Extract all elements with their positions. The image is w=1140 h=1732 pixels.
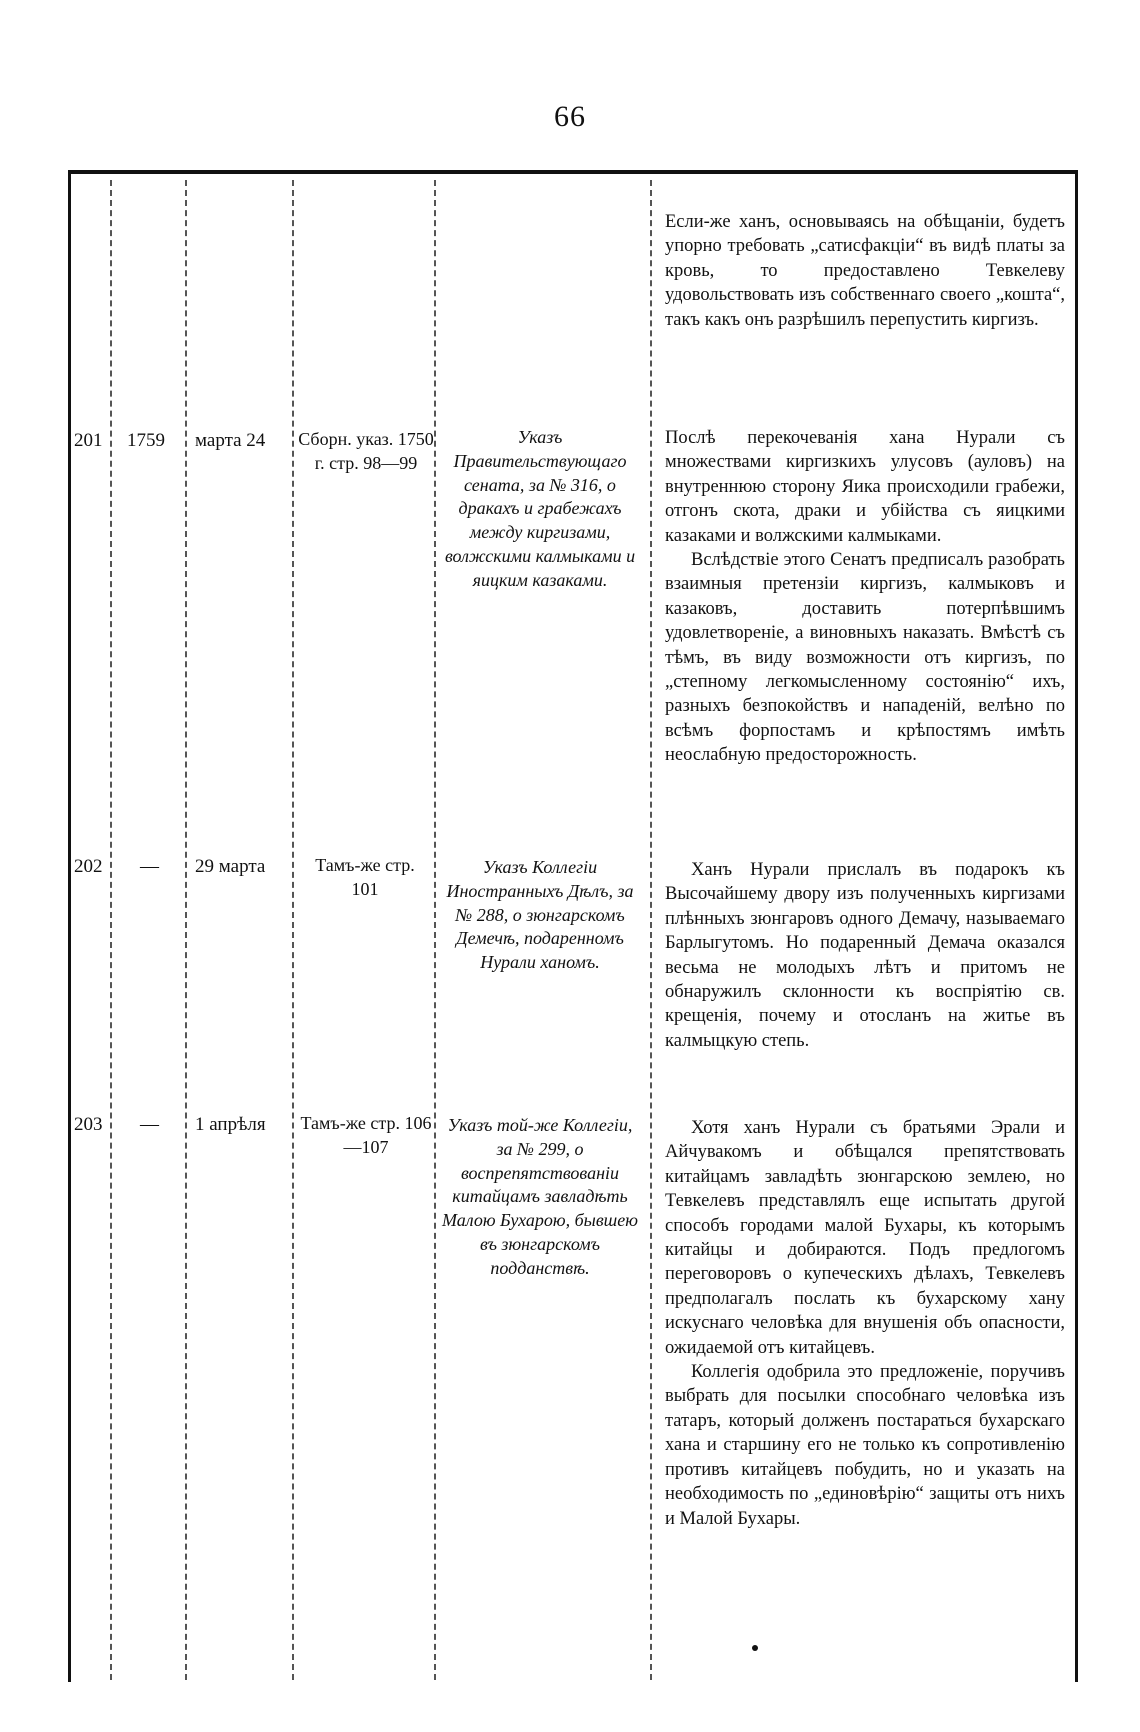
entry-number: 202	[74, 856, 103, 877]
table-right-rule	[1075, 172, 1078, 1682]
entry-number: 201	[74, 430, 103, 451]
entry-source: Тамъ-же стр. 101	[315, 855, 415, 899]
entry-title: Указъ Правительствующаго сената, за № 316, о дракахъ и грабежахъ между киргизами, волжскими калмыками и яицким казаками.	[444, 427, 636, 590]
entry-content: Хотя ханъ Нурали съ братьями Эрали и Айчувакомъ и обѣщался препятствовать китайцамъ завладѣть зюнгарскою землею, но Тевкелевъ представлялъ еще испытать другой способъ городами малой Бухары, къ которымъ китайцы и добираются. Подъ предлогомъ переговоровъ о купеческихъ дѣлахъ, Тевкелевъ предполагалъ послать къ бухарскому хану искуснаго человѣка для внушенія объ опасности, ожидаемой отъ китайцевъ. Коллегія одобрила это предложеніе, поручивъ выбрать для посылки способнаго человѣка изъ татаръ, который долженъ постараться бухарскаго хана и старшину его не только къ сопротивленію противъ китайцевъ побудить, но и указать на необходимость по „единовѣрію“ защиты отъ нихъ и Малой Бухары.	[665, 1118, 1065, 1529]
entry-source: Сборн. указ. 1750 г. стр. 98—99	[298, 429, 434, 473]
ink-dot	[752, 1645, 758, 1651]
entry-content: Ханъ Нурали прислалъ въ подарокъ къ Высочайшему двору изъ полученныхъ киргизами плѣнныхъ зюнгаровъ одного Демачу, называемаго Барлыгутомъ. Но подаренный Демача оказался весьма не молодыхъ лѣтъ и притомъ не обнаружилъ склонности къ воспріятію св. крещенія, почему и отосланъ на житье въ калмыцкую степь.	[665, 860, 1065, 1051]
entry-year: —	[140, 1114, 159, 1135]
column-divider	[292, 180, 294, 1680]
column-divider	[650, 180, 652, 1680]
entry-source: Тамъ-же стр. 106—107	[300, 1113, 432, 1157]
entry-year: —	[140, 856, 159, 877]
entry-year: 1759	[127, 430, 165, 451]
carryover-text: Если-же ханъ, основываясь на обѣщаніи, будетъ упорно требовать „сатисфакціи“ въ видѣ платы за кровь, то предоставлено Тевкелеву удовольствовать изъ собственнаго своего „кошта“, такъ какъ онъ разрѣшилъ перепустить киргизъ.	[665, 212, 1065, 330]
column-divider	[110, 180, 112, 1680]
table-top-rule	[68, 170, 1078, 174]
entry-title: Указъ Коллегіи Иностранныхъ Дѣлъ, за № 288, о зюнгарскомъ Демечѣ, подаренномъ Нурали ханомъ.	[446, 857, 634, 972]
table-left-rule	[68, 172, 71, 1682]
column-divider	[185, 180, 187, 1680]
entry-date: 1 апрѣля	[195, 1114, 266, 1135]
entry-date: 29 марта	[195, 856, 266, 877]
entry-number: 203	[74, 1114, 103, 1135]
entry-content: Послѣ перекочеванія хана Нурали съ множествами киргизкихъ улусовъ (ауловъ) на внутреннюю сторону Яика происходили грабежи, отгонъ скота, драки и убійства съ яицкими казаками и волжскими калмыками. Вслѣдствіе этого Сенатъ предписалъ разобрать взаимныя претензіи киргизъ, калмыковъ и казаковъ, доставить потерпѣвшимъ удовлетвореніе, а виновныхъ наказать. Вмѣстѣ съ тѣмъ, въ виду возможности отъ киргизъ, по „степному легкомысленному состоянію“ ихъ, разныхъ безпокойствъ и нападеній, велѣно по всѣмъ форпостамъ и крѣпостямъ имѣть неослабную предосторожность.	[665, 428, 1065, 766]
column-divider	[434, 180, 436, 1680]
entry-title: Указъ той-же Коллегіи, за № 299, о воспрепятствованіи китайцамъ завладѣть Малою Бухарою, бывшею въ зюнгарскомъ подданствѣ.	[442, 1115, 638, 1278]
entry-date: марта 24	[195, 430, 266, 451]
page-number: 66	[554, 100, 586, 133]
